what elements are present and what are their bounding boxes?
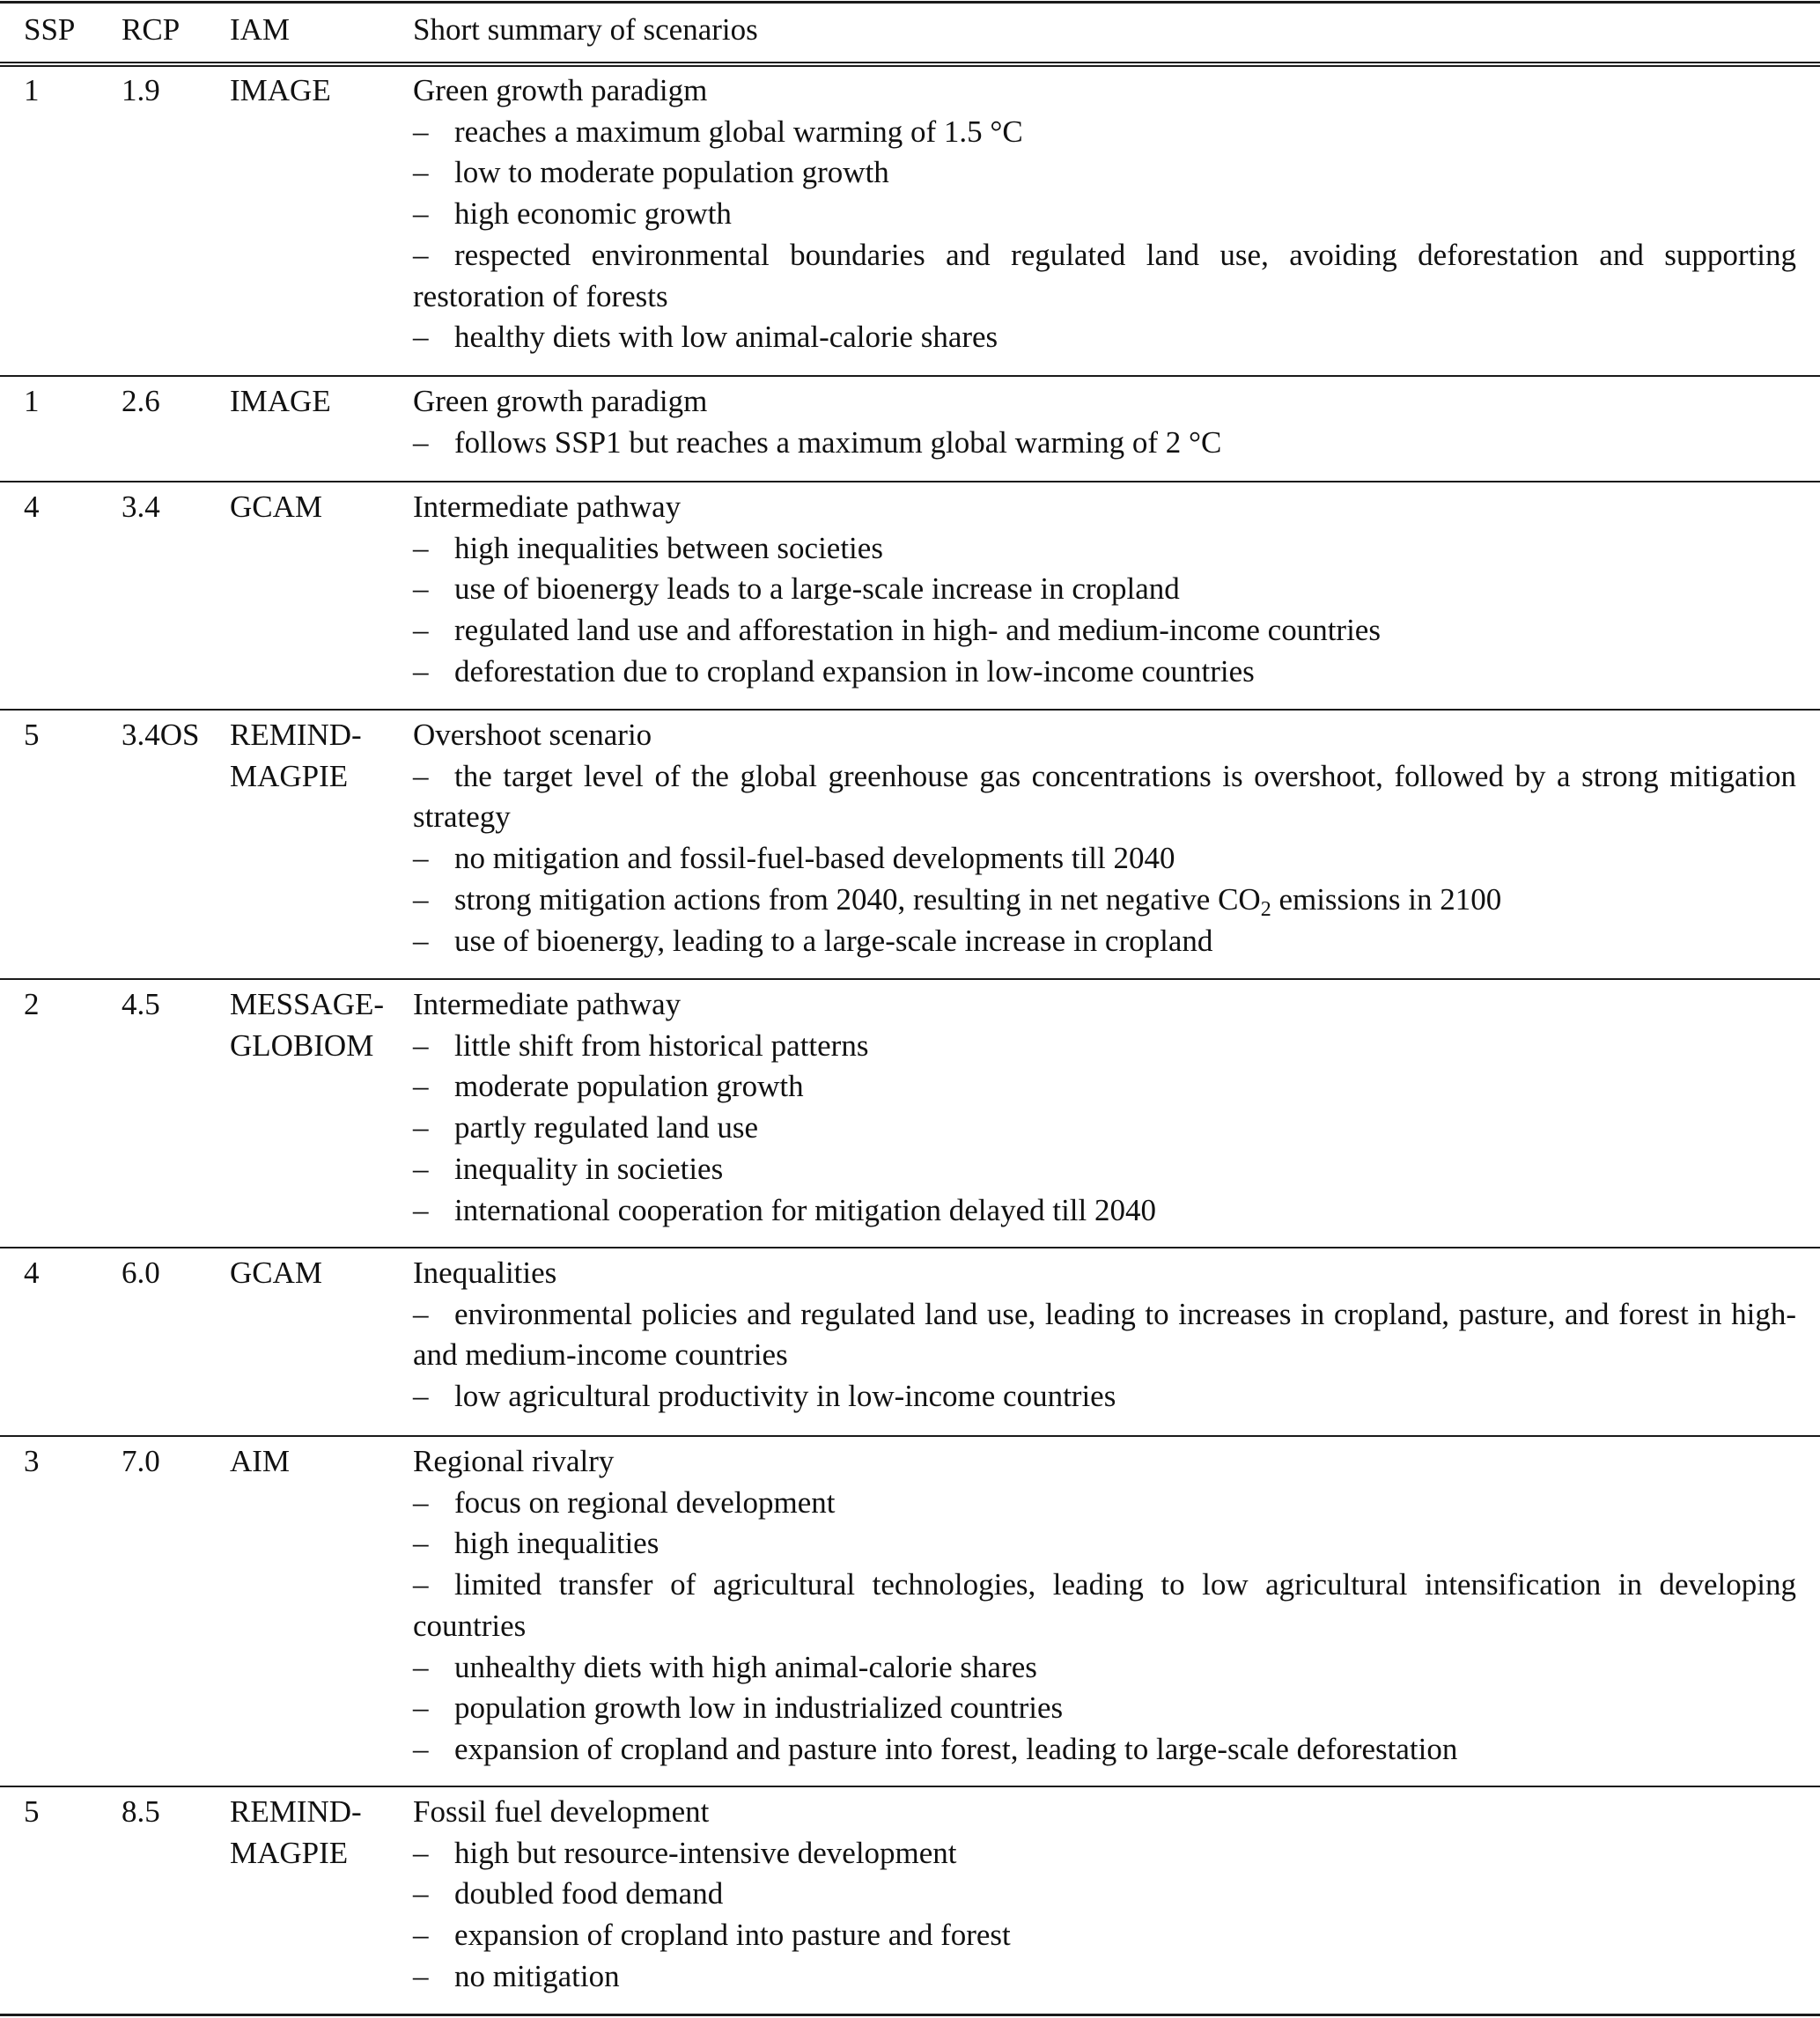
rcp-cell: 1.9 — [122, 73, 160, 107]
summary-title: Regional rivalry — [413, 1444, 615, 1478]
summary-bullet — [413, 610, 1796, 652]
row-rule — [0, 1247, 1820, 1248]
summary-cell — [413, 715, 1796, 961]
summary-title: Intermediate pathway — [413, 490, 682, 524]
iam-cell: IMAGE — [230, 73, 331, 107]
summary-bullet — [413, 152, 1796, 194]
summary-bullet — [413, 1833, 1796, 1874]
dash-marker: – — [413, 1649, 429, 1684]
bullet-text: low agricultural productivity in low-income countries — [454, 1379, 1116, 1414]
header-rule — [0, 62, 1820, 63]
bullet-text: unhealthy diets with high animal-calorie shares — [454, 1649, 1037, 1684]
rcp-cell: 6.0 — [122, 1256, 160, 1290]
row-rule — [0, 481, 1820, 482]
dash-marker: – — [413, 1835, 429, 1870]
dash-marker: – — [413, 114, 429, 149]
dash-marker: – — [413, 155, 429, 190]
row-rule — [0, 978, 1820, 980]
summary-bullet — [413, 1874, 1796, 1915]
dash-marker: – — [413, 424, 429, 460]
top-rule — [0, 1, 1820, 4]
dash-marker: – — [413, 1690, 429, 1726]
summary-bullet — [413, 880, 1796, 921]
dash-marker: – — [413, 881, 429, 917]
row-rule — [0, 2014, 1820, 2016]
dash-marker: – — [413, 1526, 429, 1561]
ssp-cell: 3 — [24, 1444, 40, 1478]
bullet-text: high inequalities — [454, 1526, 659, 1561]
summary-bullet — [413, 838, 1796, 880]
bullet-text: inequality in societies — [454, 1151, 724, 1186]
dash-marker: – — [413, 923, 429, 958]
dash-marker: – — [413, 841, 429, 876]
row-rule — [0, 375, 1820, 377]
summary-cell — [413, 1792, 1796, 1998]
header-rcp: RCP — [122, 12, 181, 47]
summary-cell — [413, 1253, 1796, 1418]
iam-line: MAGPIE — [230, 758, 349, 793]
summary-bullet — [413, 1294, 1796, 1376]
row-rule — [0, 709, 1820, 711]
summary-bullet — [413, 423, 1796, 464]
bullet-text: high economic growth — [454, 196, 732, 232]
ssp-cell: 5 — [24, 1794, 40, 1829]
summary-bullet — [413, 1688, 1796, 1729]
dash-marker: – — [413, 1484, 429, 1520]
summary-cell — [413, 984, 1796, 1231]
dash-marker: – — [413, 653, 429, 689]
row-rule — [0, 1786, 1820, 1787]
summary-cell — [413, 1441, 1796, 1771]
iam-cell — [230, 715, 406, 797]
header-iam: IAM — [230, 12, 291, 47]
iam-line: REMIND- — [230, 1794, 362, 1829]
summary-title: Intermediate pathway — [413, 987, 682, 1021]
iam-cell — [230, 1792, 406, 1874]
summary-bullet — [413, 1108, 1796, 1149]
iam-line: MAGPIE — [230, 1835, 349, 1870]
bullet-text: moderate population growth — [454, 1069, 804, 1104]
ssp-cell: 2 — [24, 987, 40, 1021]
summary-bullet — [413, 1190, 1796, 1232]
summary-cell — [413, 70, 1796, 358]
bullet-text: high but resource-intensive development — [454, 1835, 957, 1870]
iam-line: REMIND- — [230, 718, 362, 752]
rcp-cell: 2.6 — [122, 384, 160, 418]
bullet-text: healthy diets with low animal-calorie shares — [454, 320, 998, 355]
iam-cell: IMAGE — [230, 384, 331, 418]
rcp-cell: 4.5 — [122, 987, 160, 1021]
summary-bullet — [413, 528, 1796, 570]
dash-marker: – — [413, 1296, 429, 1331]
summary-bullet — [413, 235, 1796, 317]
iam-cell: GCAM — [230, 1256, 323, 1290]
header-summary: Short summary of scenarios — [413, 12, 758, 47]
dash-marker: – — [413, 571, 429, 607]
summary-title: Overshoot scenario — [413, 718, 652, 752]
dash-marker: – — [413, 320, 429, 355]
bullet-text: no mitigation and fossil-fuel-based developments till 2040 — [454, 841, 1175, 876]
bullet-text: expansion of cropland and pasture into forest, leading to large-scale deforestation — [454, 1731, 1458, 1766]
dash-marker: – — [413, 1958, 429, 1993]
iam-line: MESSAGE- — [230, 987, 385, 1021]
summary-bullet — [413, 1026, 1796, 1067]
rcp-cell: 3.4 — [122, 490, 160, 524]
summary-title: Green growth paradigm — [413, 73, 708, 107]
rcp-cell: 8.5 — [122, 1794, 160, 1829]
dash-marker: – — [413, 758, 429, 793]
iam-cell — [230, 984, 406, 1066]
dash-marker: – — [413, 1027, 429, 1063]
bullet-text: regulated land use and afforestation in high- and medium-income countries — [454, 613, 1381, 648]
dash-marker: – — [413, 196, 429, 232]
bullet-text: low to moderate population growth — [454, 155, 889, 190]
bullet-text: limited transfer of agricultural technologies, leading to low agricultural intensification in developing countries — [413, 1567, 1796, 1643]
summary-bullet — [413, 652, 1796, 693]
ssp-cell: 4 — [24, 490, 40, 524]
header-ssp: SSP — [24, 12, 76, 47]
rcp-cell: 7.0 — [122, 1444, 160, 1478]
bullet-text: partly regulated land use — [454, 1110, 759, 1145]
summary-cell — [413, 381, 1796, 463]
iam-cell: AIM — [230, 1444, 291, 1478]
bullet-text: use of bioenergy, leading to a large-scale increase in cropland — [454, 923, 1213, 958]
rcp-cell: 3.4OS — [122, 718, 200, 752]
summary-bullet — [413, 1729, 1796, 1771]
bullet-text: respected environmental boundaries and regulated land use, avoiding deforestation and supporting restoration of forests — [413, 237, 1796, 313]
summary-bullet — [413, 1483, 1796, 1524]
bullet-text: high inequalities between societies — [454, 530, 883, 565]
bullet-text: expansion of cropland into pasture and forest — [454, 1918, 1011, 1953]
summary-bullet — [413, 1647, 1796, 1689]
row-rule — [0, 1435, 1820, 1437]
dash-marker: – — [413, 1379, 429, 1414]
dash-marker: – — [413, 1731, 429, 1766]
bullet-text: focus on regional development — [454, 1484, 836, 1520]
header-rule-double — [0, 65, 1820, 67]
summary-bullet — [413, 1915, 1796, 1956]
summary-title: Inequalities — [413, 1256, 557, 1290]
bullet-text: environmental policies and regulated land use, leading to increases in cropland, pasture, and forest in high- and medium-income countries — [413, 1296, 1796, 1373]
summary-bullet — [413, 1956, 1796, 1998]
ssp-cell: 5 — [24, 718, 40, 752]
dash-marker: – — [413, 613, 429, 648]
ssp-cell: 4 — [24, 1256, 40, 1290]
ssp-cell: 1 — [24, 73, 40, 107]
dash-marker: – — [413, 237, 429, 272]
bullet-text: no mitigation — [454, 1958, 620, 1993]
summary-bullet — [413, 194, 1796, 235]
dash-marker: – — [413, 1876, 429, 1911]
summary-bullet — [413, 1376, 1796, 1418]
dash-marker: – — [413, 1918, 429, 1953]
dash-marker: – — [413, 530, 429, 565]
summary-title: Green growth paradigm — [413, 384, 708, 418]
bullet-text: follows SSP1 but reaches a maximum global warming of 2 °C — [454, 424, 1222, 460]
bullet-text: use of bioenergy leads to a large-scale increase in cropland — [454, 571, 1180, 607]
bullet-text: international cooperation for mitigation delayed till 2040 — [454, 1192, 1157, 1227]
dash-marker: – — [413, 1069, 429, 1104]
dash-marker: – — [413, 1567, 429, 1602]
bullet-text: the target level of the global greenhouse gas concentrations is overshoot, followed by a strong mitigation strategy — [413, 758, 1796, 835]
summary-title: Fossil fuel development — [413, 1794, 710, 1829]
summary-bullet — [413, 317, 1796, 358]
bullet-text: little shift from historical patterns — [454, 1027, 869, 1063]
bullet-text: population growth low in industrialized countries — [454, 1690, 1064, 1726]
bullet-text: strong mitigation actions from 2040, resulting in net negative $CO_2$ emissions in 2100 — [454, 881, 1502, 921]
summary-bullet — [413, 756, 1796, 838]
summary-bullet — [413, 1565, 1796, 1646]
summary-bullet — [413, 112, 1796, 153]
dash-marker: – — [413, 1110, 429, 1145]
bullet-text: doubled food demand — [454, 1876, 724, 1911]
summary-bullet — [413, 921, 1796, 962]
summary-bullet — [413, 1523, 1796, 1565]
dash-marker: – — [413, 1151, 429, 1186]
summary-bullet — [413, 1149, 1796, 1190]
summary-cell — [413, 487, 1796, 693]
bullet-text: reaches a maximum global warming of 1.5 °C — [454, 114, 1023, 149]
dash-marker: – — [413, 1192, 429, 1227]
summary-bullet — [413, 1066, 1796, 1108]
ssp-cell: 1 — [24, 384, 40, 418]
bullet-text: deforestation due to cropland expansion in low-income countries — [454, 653, 1255, 689]
iam-line: GLOBIOM — [230, 1027, 374, 1063]
summary-bullet — [413, 569, 1796, 610]
iam-cell: GCAM — [230, 490, 323, 524]
